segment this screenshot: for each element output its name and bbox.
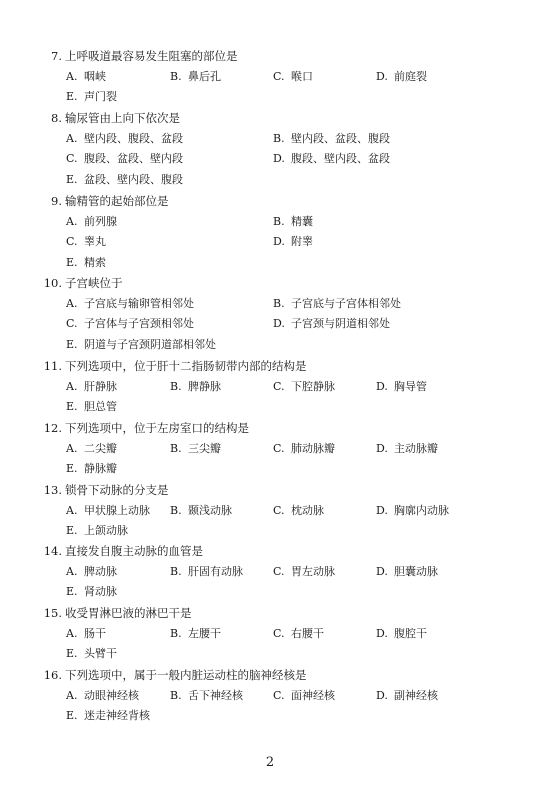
option-letter: D.	[376, 69, 388, 83]
option-letter: E.	[66, 462, 78, 475]
question-number: 9.	[51, 194, 62, 208]
question-stem	[36, 356, 307, 376]
option-letter: B.	[170, 688, 182, 702]
option-letter: C.	[273, 503, 285, 517]
question-text: 锁骨下动脉的分支是	[65, 483, 169, 497]
answer-option	[273, 439, 335, 459]
answer-option	[376, 439, 438, 459]
option-text: 喉口	[291, 69, 313, 83]
answer-option	[376, 624, 427, 644]
answer-option	[170, 377, 221, 397]
option-text: 主动脉瓣	[394, 441, 438, 455]
option-letter: D.	[273, 317, 285, 330]
answer-option	[273, 149, 390, 169]
answer-option	[66, 397, 117, 417]
option-letter: E.	[66, 709, 78, 722]
option-letter: B.	[273, 214, 285, 228]
option-letter: A.	[66, 69, 78, 83]
option-letter: D.	[376, 626, 388, 640]
answer-option	[170, 624, 221, 644]
answer-option	[66, 335, 216, 355]
option-text: 壁内段、腹段、盆段	[84, 131, 183, 145]
option-text: 前列腺	[84, 214, 117, 228]
option-text: 前庭裂	[394, 69, 427, 83]
option-text: 子宫底与子宫体相邻处	[291, 296, 401, 310]
option-text: 二尖瓣	[84, 441, 117, 455]
question-stem	[36, 418, 249, 438]
option-text: 动眼神经核	[84, 688, 139, 702]
option-text: 舌下神经核	[188, 688, 243, 702]
option-text: 咽峡	[84, 69, 106, 83]
question-text: 上呼吸道最容易发生阻塞的部位是	[65, 49, 238, 63]
answer-option	[66, 67, 106, 87]
option-letter: C.	[273, 69, 285, 83]
option-text: 腹段、盆段、壁内段	[84, 152, 183, 165]
answer-option	[66, 706, 150, 726]
answer-option	[273, 294, 401, 314]
option-text: 腹腔干	[394, 626, 427, 640]
option-letter: B.	[273, 131, 285, 145]
option-text: 睾丸	[84, 235, 106, 248]
option-letter: D.	[376, 379, 388, 393]
question-text: 下列选项中，属于一般内脏运动柱的脑神经核是	[65, 668, 307, 682]
option-text: 副神经核	[394, 688, 438, 702]
option-letter: C.	[66, 235, 78, 248]
answer-option	[170, 686, 243, 706]
question-number: 12.	[43, 421, 62, 435]
answer-option	[66, 129, 183, 149]
option-text: 静脉瓣	[84, 462, 117, 475]
option-letter: C.	[273, 626, 285, 640]
option-text: 肺动脉瓣	[291, 441, 335, 455]
question-stem	[36, 541, 203, 561]
option-text: 鼻后孔	[188, 69, 221, 83]
option-letter: A.	[66, 296, 78, 310]
option-text: 面神经核	[291, 688, 335, 702]
answer-option	[273, 562, 335, 582]
option-text: 精索	[84, 255, 106, 269]
option-text: 子宫颈与阴道相邻处	[291, 317, 390, 330]
option-text: 胸导管	[394, 379, 427, 393]
option-letter: E.	[66, 90, 78, 103]
answer-option	[66, 624, 106, 644]
option-letter: B.	[170, 441, 182, 455]
answer-option	[273, 501, 324, 521]
option-text: 胃左动脉	[291, 564, 335, 578]
option-letter: E.	[66, 172, 78, 186]
page-number: 2	[265, 755, 275, 770]
question-stem	[36, 46, 238, 66]
option-letter: E.	[66, 337, 78, 351]
option-text: 盆段、壁内段、腹段	[84, 172, 183, 186]
question-stem	[36, 665, 307, 685]
answer-option	[376, 377, 427, 397]
question-number: 10.	[43, 276, 62, 290]
option-text: 阴道与子宫颈阴道部相邻处	[84, 337, 216, 351]
option-letter: E.	[66, 647, 78, 660]
option-letter: B.	[170, 69, 182, 83]
answer-option	[66, 439, 117, 459]
option-text: 迷走神经背核	[84, 709, 150, 722]
option-text: 上颌动脉	[84, 524, 128, 537]
answer-option	[376, 562, 438, 582]
option-text: 脾静脉	[188, 379, 221, 393]
option-letter: B.	[170, 503, 182, 517]
option-letter: A.	[66, 688, 78, 702]
answer-option	[170, 501, 232, 521]
question-number: 15.	[43, 606, 62, 620]
option-text: 子宫底与输卵管相邻处	[84, 296, 194, 310]
question-stem	[36, 603, 192, 623]
option-text: 肝静脉	[84, 379, 117, 393]
answer-option	[376, 686, 438, 706]
option-text: 甲状腺上动脉	[84, 503, 150, 517]
option-text: 下腔静脉	[291, 379, 335, 393]
option-letter: A.	[66, 564, 78, 578]
question-text: 子宫峡位于	[65, 276, 123, 290]
answer-option	[66, 377, 117, 397]
option-text: 胸廓内动脉	[394, 503, 449, 517]
option-text: 胆总管	[84, 400, 117, 413]
question-stem	[36, 273, 123, 293]
option-text: 枕动脉	[291, 503, 324, 517]
answer-option	[273, 624, 324, 644]
answer-option	[66, 314, 194, 334]
option-letter: D.	[376, 564, 388, 578]
option-letter: B.	[273, 296, 285, 310]
option-text: 脾动脉	[84, 564, 117, 578]
option-letter: C.	[66, 317, 78, 330]
question-number: 16.	[43, 668, 62, 682]
answer-option	[66, 232, 106, 252]
question-number: 7.	[51, 49, 62, 63]
option-letter: B.	[170, 379, 182, 393]
option-letter: D.	[273, 152, 285, 165]
option-text: 右腰干	[291, 626, 324, 640]
option-letter: D.	[273, 235, 285, 248]
question-text: 直接发自腹主动脉的血管是	[65, 544, 203, 558]
option-letter: B.	[170, 564, 182, 578]
option-letter: A.	[66, 379, 78, 393]
option-text: 胆囊动脉	[394, 564, 438, 578]
option-text: 肾动脉	[84, 585, 117, 598]
answer-option	[66, 686, 139, 706]
answer-option	[170, 439, 221, 459]
answer-option	[273, 377, 335, 397]
option-text: 附睾	[291, 235, 313, 248]
option-letter: A.	[66, 214, 78, 228]
option-text: 壁内段、盆段、腹段	[291, 131, 390, 145]
question-text: 下列选项中，位于左房室口的结构是	[65, 421, 249, 435]
answer-option	[273, 314, 390, 334]
answer-option	[66, 212, 117, 232]
question-number: 8.	[51, 111, 62, 125]
answer-option	[66, 582, 117, 602]
option-letter: C.	[66, 152, 78, 165]
question-text: 输精管的起始部位是	[65, 194, 169, 208]
option-text: 左腰干	[188, 626, 221, 640]
option-letter: D.	[376, 503, 388, 517]
answer-option	[170, 562, 243, 582]
answer-option	[66, 459, 117, 479]
answer-option	[66, 87, 117, 107]
question-number: 14.	[43, 544, 62, 558]
option-text: 子宫体与子宫颈相邻处	[84, 317, 194, 330]
option-letter: C.	[273, 688, 285, 702]
option-text: 肝固有动脉	[188, 564, 243, 578]
question-number: 13.	[43, 483, 62, 497]
answer-option	[273, 67, 313, 87]
option-letter: B.	[170, 626, 182, 640]
answer-option	[66, 253, 106, 273]
question-stem	[36, 108, 180, 128]
option-letter: C.	[273, 379, 285, 393]
option-text: 肠干	[84, 626, 106, 640]
answer-option	[273, 212, 313, 232]
option-letter: C.	[273, 564, 285, 578]
question-stem	[36, 191, 169, 211]
option-letter: E.	[66, 400, 78, 413]
option-text: 声门裂	[84, 90, 117, 103]
option-letter: E.	[66, 524, 78, 537]
option-text: 头臂干	[84, 647, 117, 660]
option-letter: E.	[66, 255, 78, 269]
option-text: 三尖瓣	[188, 441, 221, 455]
option-text: 精囊	[291, 214, 313, 228]
option-letter: E.	[66, 585, 78, 598]
question-text: 输尿管由上向下依次是	[65, 111, 180, 125]
answer-option	[66, 170, 183, 190]
option-letter: A.	[66, 441, 78, 455]
question-text: 收受胃淋巴液的淋巴干是	[65, 606, 192, 620]
answer-option	[66, 294, 194, 314]
answer-option	[66, 501, 150, 521]
question-stem	[36, 480, 169, 500]
option-letter: C.	[273, 441, 285, 455]
answer-option	[273, 129, 390, 149]
question-number: 11.	[43, 359, 62, 373]
answer-option	[66, 644, 117, 664]
question-text: 下列选项中，位于肝十二指肠韧带内部的结构是	[65, 359, 307, 373]
option-letter: A.	[66, 626, 78, 640]
answer-option	[170, 67, 221, 87]
option-text: 腹段、壁内段、盆段	[291, 152, 390, 165]
answer-option	[66, 521, 128, 541]
option-letter: A.	[66, 503, 78, 517]
answer-option	[273, 686, 335, 706]
option-letter: D.	[376, 688, 388, 702]
answer-option	[273, 232, 313, 252]
option-letter: A.	[66, 131, 78, 145]
answer-option	[66, 562, 117, 582]
option-letter: D.	[376, 441, 388, 455]
option-text: 颞浅动脉	[188, 503, 232, 517]
answer-option	[376, 501, 449, 521]
answer-option	[376, 67, 427, 87]
answer-option	[66, 149, 183, 169]
